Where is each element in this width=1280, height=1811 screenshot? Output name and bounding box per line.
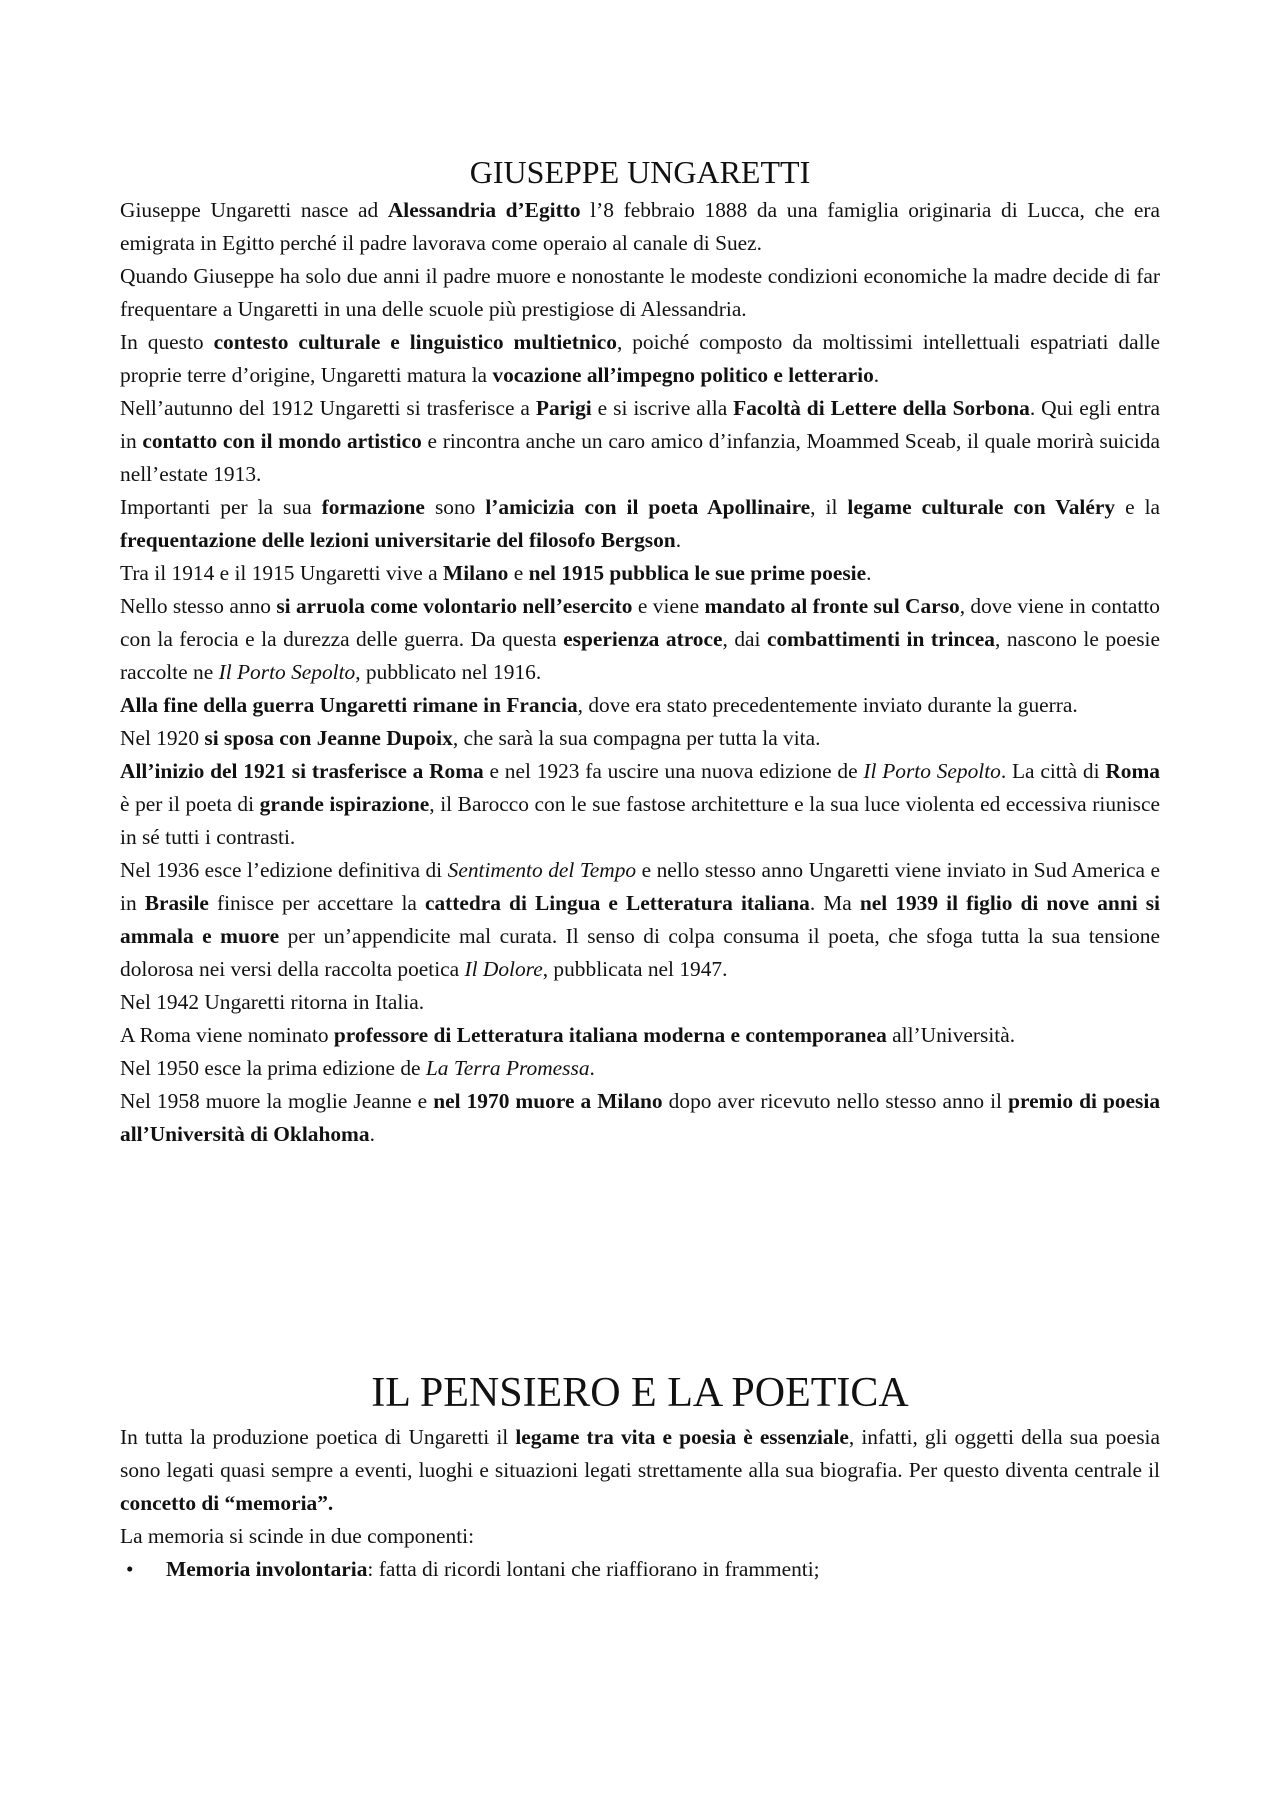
- bold-text: Alessandria d’Egitto: [387, 198, 581, 222]
- text-run: Tra il 1914 e il 1915 Ungaretti vive a: [120, 561, 443, 585]
- bold-text: nel 1970 muore a Milano: [433, 1089, 663, 1113]
- text-run: e viene: [632, 594, 705, 618]
- bold-text: contesto culturale e linguistico multietnico: [213, 330, 617, 354]
- text-run: Nel 1920: [120, 726, 205, 750]
- bold-text: Roma: [1105, 759, 1160, 783]
- paragraph: [120, 755, 1160, 854]
- text-run: e la: [1115, 495, 1161, 519]
- text-run: all’Università.: [886, 1023, 1016, 1047]
- bold-text: si arruola come volontario nell’esercito: [276, 594, 633, 618]
- text-run: .: [675, 528, 682, 552]
- paragraph: [120, 1019, 1160, 1052]
- bold-text: legame tra vita e poesia è essenziale: [515, 1425, 849, 1449]
- paragraph: [120, 854, 1160, 986]
- paragraph: [120, 590, 1160, 689]
- text-run: Quando Giuseppe ha solo due anni il padre muore e nonostante le modeste condizioni economiche la madre decide di far frequentare a Ungaretti in una delle scuole più prestigiose di Alessandria.: [120, 264, 1160, 321]
- text-run: : fatta di ricordi lontani che riaffiorano in frammenti;: [367, 1557, 820, 1581]
- paragraph: [120, 1520, 1160, 1553]
- text-run: l’8 febbraio 1888 da una famiglia originaria di Lucca, che era emigrata in Egitto perché il padre lavorava come operaio al canale di Suez.: [120, 198, 1160, 255]
- bold-text: All’inizio del 1921 si trasferisce a Roma: [120, 759, 484, 783]
- text-run: Nell’autunno del 1912 Ungaretti si trasferisce a: [120, 396, 536, 420]
- section-title-poetics: IL PENSIERO E LA POETICA: [371, 1370, 909, 1416]
- text-run: , dai: [722, 627, 767, 651]
- text-run: sono: [424, 495, 486, 519]
- italic-title: Il Dolore: [464, 957, 543, 981]
- page-spacer: [120, 1151, 1160, 1365]
- paragraph: [120, 260, 1160, 326]
- text-run: , il Barocco con le sue fastose architetture e la sua luce violenta ed eccessiva riunisce in sé tutti i contrasti.: [120, 792, 1160, 849]
- text-run: .: [873, 363, 880, 387]
- text-run: Importanti per la sua: [120, 495, 322, 519]
- text-run: .: [369, 1122, 375, 1146]
- text-run: Nel 1942 Ungaretti ritorna in Italia.: [120, 990, 425, 1014]
- memory-components-list: [120, 1553, 1160, 1586]
- italic-title: Il Porto Sepolto: [863, 759, 1001, 783]
- paragraph: [120, 557, 1160, 590]
- bold-text: nel 1915 pubblica le sue prime poesie: [528, 561, 867, 585]
- biography-body: [120, 194, 1160, 1151]
- paragraph: [120, 392, 1160, 491]
- paragraph: [120, 491, 1160, 557]
- text-run: In tutta la produzione poetica di Ungaretti il: [120, 1425, 516, 1449]
- bold-text: combattimenti in trincea: [766, 627, 995, 651]
- bold-text: esperienza atroce: [563, 627, 723, 651]
- text-run: Nel 1950 esce la prima edizione de: [120, 1056, 426, 1080]
- bold-text: Parigi: [535, 396, 592, 420]
- text-run: .: [589, 1056, 595, 1080]
- text-run: . Ma: [809, 891, 860, 915]
- text-run: , dove viene in contatto con la ferocia e la durezza delle guerra. Da questa: [120, 594, 1160, 651]
- bold-text: contatto con il mondo artistico: [142, 429, 422, 453]
- bold-text: professore di Letteratura italiana moderna e contemporanea: [333, 1023, 887, 1047]
- text-run: e nello stesso anno Ungaretti viene inviato in Sud America e in: [120, 858, 1160, 915]
- bold-text: si sposa con Jeanne Dupoix: [204, 726, 453, 750]
- bold-text: Memoria involontaria: [166, 1557, 368, 1581]
- paragraph: [120, 194, 1160, 260]
- text-run: , pubblicato nel 1916.: [355, 660, 542, 684]
- text-run: Giuseppe Ungaretti nasce ad: [120, 198, 388, 222]
- text-run: , pubblicata nel 1947.: [542, 957, 728, 981]
- italic-title: Il Porto Sepolto: [218, 660, 356, 684]
- paragraph: [120, 986, 1160, 1019]
- text-run: è per il poeta di: [120, 792, 260, 816]
- text-run: per un’appendicite mal curata. Il senso di colpa consuma il poeta, che sfoga tutta la sua tensione dolorosa nei versi della raccolta poetica: [120, 924, 1160, 981]
- bold-text: l’amicizia con il poeta Apollinaire: [485, 495, 811, 519]
- text-run: , poiché composto da moltissimi intellettuali espatriati dalle proprie terre d’origine, Ungaretti matura la: [120, 330, 1161, 387]
- text-run: , dove era stato precedentemente inviato durante la guerra.: [577, 693, 1078, 717]
- text-run: .: [866, 561, 872, 585]
- text-run: dopo aver ricevuto nello stesso anno il: [662, 1089, 1009, 1113]
- paragraph: [120, 1421, 1160, 1520]
- bold-text: nel 1939 il figlio di nove anni si ammala e muore: [120, 891, 1160, 948]
- bold-text: formazione: [321, 495, 425, 519]
- bold-text: Brasile: [144, 891, 209, 915]
- bold-text: grande ispirazione: [259, 792, 430, 816]
- text-run: finisce per accettare la: [208, 891, 425, 915]
- text-run: Nel 1936 esce l’edizione definitiva di: [120, 858, 448, 882]
- poetics-body: [120, 1421, 1160, 1553]
- list-item: [120, 1553, 1160, 1586]
- text-run: e nel 1923 fa uscire una nuova edizione de: [483, 759, 864, 783]
- text-run: Nello stesso anno: [120, 594, 277, 618]
- bold-text: concetto di “memoria”.: [120, 1491, 334, 1515]
- text-run: , nascono le poesie raccolte ne: [120, 627, 1160, 684]
- bold-text: cattedra di Lingua e Letteratura italiana: [424, 891, 810, 915]
- text-run: e si iscrive alla: [591, 396, 734, 420]
- paragraph: [120, 1085, 1160, 1151]
- text-run: La memoria si scinde in due componenti:: [120, 1524, 475, 1548]
- bullet-icon: •: [126, 1557, 134, 1581]
- text-run: . La città di: [1000, 759, 1106, 783]
- italic-title: Sentimento del Tempo: [447, 858, 637, 882]
- section-title-biography: GIUSEPPE UNGARETTI: [469, 154, 811, 190]
- italic-title: La Terra Promessa: [425, 1056, 590, 1080]
- text-run: e rincontra anche un caro amico d’infanzia, Moammed Sceab, il quale morirà suicida nell’estate 1913.: [120, 429, 1160, 486]
- paragraph: [120, 326, 1160, 392]
- document-page: [120, 150, 1160, 1586]
- bold-text: mandato al fronte sul Carso: [704, 594, 960, 618]
- paragraph: [120, 689, 1160, 722]
- bold-text: legame culturale con Valéry: [847, 495, 1116, 519]
- paragraph: [120, 1052, 1160, 1085]
- bold-text: Milano: [443, 561, 509, 585]
- text-run: , il: [810, 495, 848, 519]
- bold-text: Facoltà di Lettere della Sorbona: [733, 396, 1030, 420]
- text-run: In questo: [120, 330, 214, 354]
- bold-text: Alla fine della guerra Ungaretti rimane in Francia: [120, 693, 578, 717]
- text-run: e: [508, 561, 529, 585]
- paragraph: [120, 722, 1160, 755]
- text-run: , infatti, gli oggetti della sua poesia sono legati quasi sempre a eventi, luoghi e situazioni legati strettamente alla sua biografia. Per questo diventa centrale il: [120, 1425, 1160, 1482]
- bold-text: premio di poesia all’Università di Oklahoma: [120, 1089, 1161, 1146]
- text-run: . Qui egli entra in: [120, 396, 1160, 453]
- bold-text: vocazione all’impegno politico e letterario: [492, 363, 874, 387]
- bold-text: frequentazione delle lezioni universitarie del filosofo Bergson: [120, 528, 676, 552]
- text-run: Nel 1958 muore la moglie Jeanne e: [120, 1089, 434, 1113]
- text-run: A Roma viene nominato: [120, 1023, 334, 1047]
- text-run: , che sarà la sua compagna per tutta la vita.: [452, 726, 821, 750]
